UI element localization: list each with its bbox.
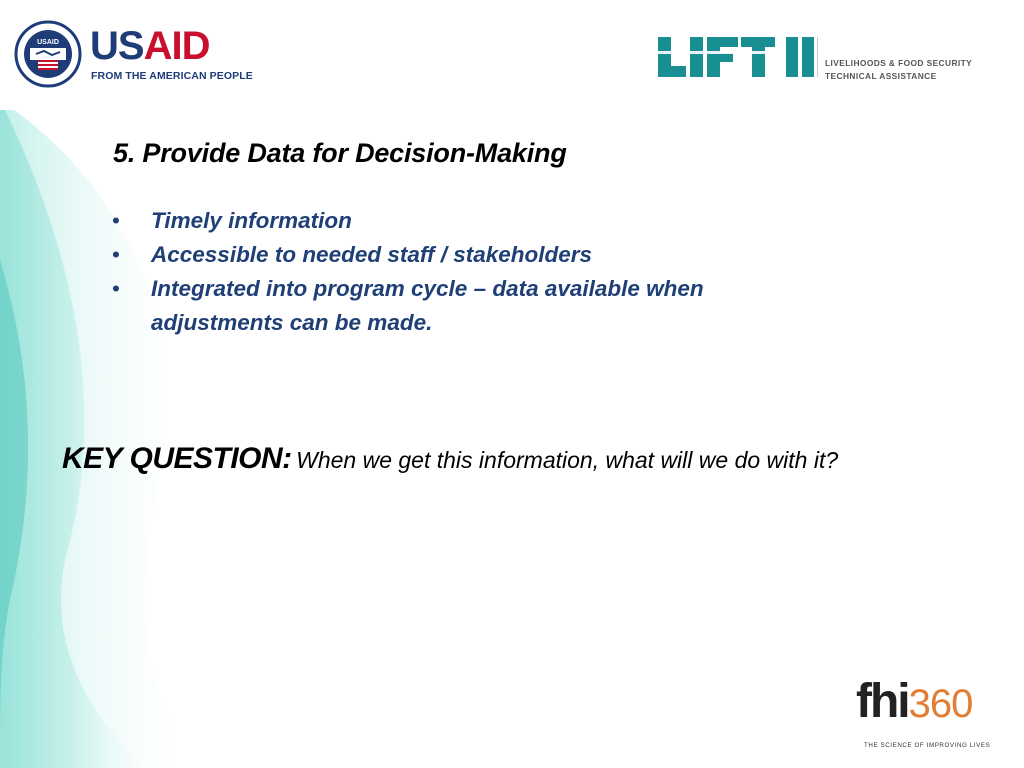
usaid-wordmark-aid: AID xyxy=(143,24,210,68)
fhi360-wordmark xyxy=(856,675,973,728)
bullet-item xyxy=(112,238,832,272)
bullet-dot: • xyxy=(112,276,120,301)
lift-tagline-line1: LIVELIHOODS & FOOD SECURITY xyxy=(825,58,973,68)
usaid-seal-icon xyxy=(14,20,82,88)
usaid-seal-inner-text: USAID xyxy=(37,39,59,46)
fhi360-number: 360 xyxy=(908,682,973,726)
bullet-text: Accessible to needed staff / stakeholders xyxy=(151,242,593,267)
slide-title: 5. Provide Data for Decision-Making xyxy=(113,138,567,168)
fhi360-tagline: THE SCIENCE OF IMPROVING LIVES xyxy=(864,742,991,749)
usaid-logo xyxy=(14,20,254,90)
bullet-text: Integrated into program cycle – data available when adjustments can be made. xyxy=(151,276,704,335)
header-bar xyxy=(0,0,1024,110)
bullet-list xyxy=(112,204,832,340)
bullet-dot: • xyxy=(112,242,120,267)
key-question xyxy=(62,442,838,476)
usaid-wordmark-us: US xyxy=(90,24,144,68)
fhi360-logo xyxy=(856,675,996,756)
bullet-item xyxy=(112,272,832,340)
lift-separator xyxy=(817,37,818,77)
usaid-wordmark xyxy=(90,26,209,66)
bullet-dot: • xyxy=(112,208,120,233)
key-question-label: KEY QUESTION: xyxy=(62,442,292,475)
usaid-tagline: FROM THE AMERICAN PEOPLE xyxy=(91,70,253,82)
bullet-item xyxy=(112,204,832,238)
bullet-text: Timely information xyxy=(151,208,352,233)
lift-ii-logo xyxy=(656,33,1001,83)
lift-tagline xyxy=(825,57,972,83)
lift-tagline-line2: TECHNICAL ASSISTANCE xyxy=(825,71,937,81)
lift-ii-wordmark xyxy=(656,33,816,81)
key-question-text: When we get this information, what will we do with it? xyxy=(296,447,839,473)
fhi360-letters: fhi xyxy=(856,675,909,728)
